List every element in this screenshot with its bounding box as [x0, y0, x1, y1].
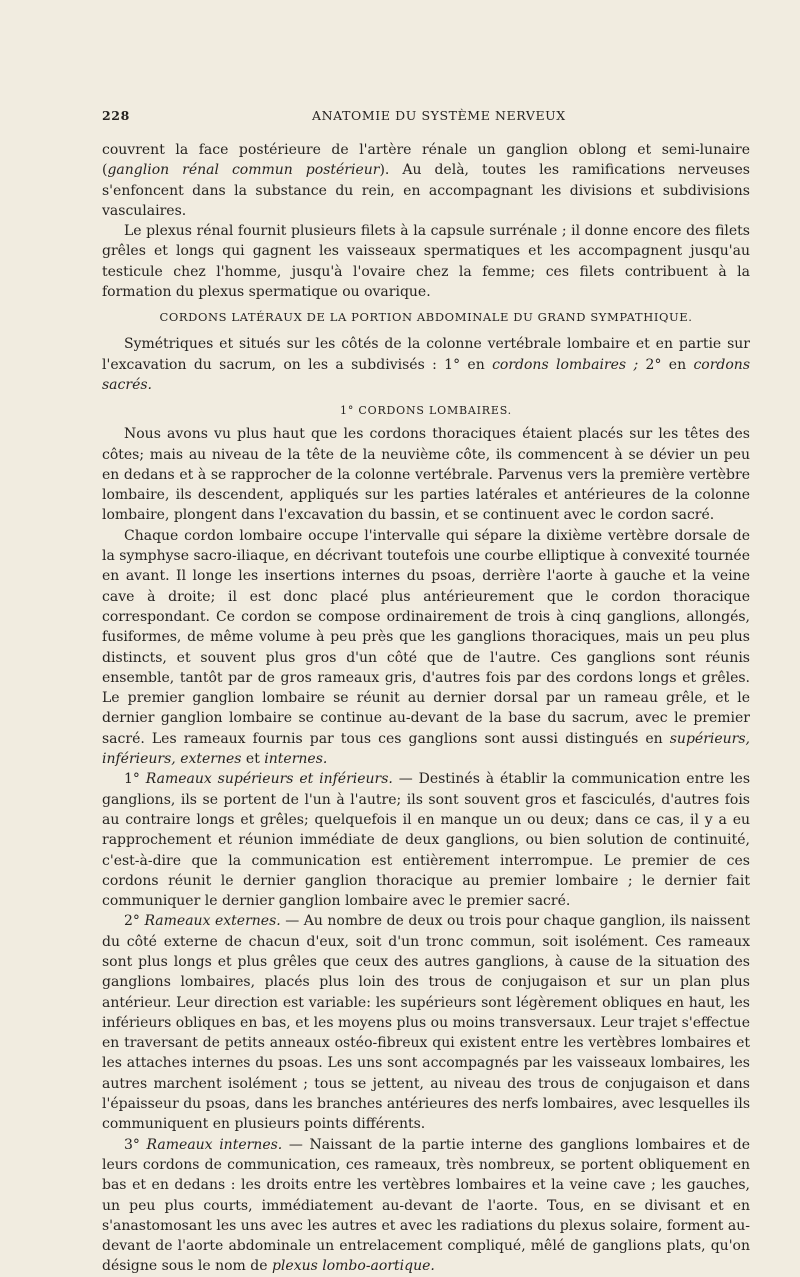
paragraph-3: Symétriques et situés sur les côtés de la colonne vertébrale lombaire et en partie sur l'excavation du sacrum, on les a subdivisés : 1° en cordons lombaires ; 2° en cordons sacrés.: [102, 336, 751, 393]
paragraph-1: couvrent la face postérieure de l'artère rénale un ganglion oblong et semi-lunaire (ganglion rénal commun postérieur). Au delà, toutes les ramifications nerveuses s'enfoncent dans la substance du rein, en accompagnant les divisions et subdivisions vasculaires.: [102, 142, 750, 219]
paragraph-2: Le plexus rénal fournit plusieurs filets à la capsule surrénale ; il donne encore des filets grêles et longs qui gagnent les vaisseaux spermatiques et les accompagnent jusqu'au testicule chez l'homme, jusqu'à l'ovaire chez la femme; ces filets contribuent à la formation du plexus spermatique ou ovarique.: [102, 223, 750, 301]
paragraph-5: Chaque cordon lombaire occupe l'intervalle qui sépare la dixième vertèbre dorsale de la symphyse sacro-iliaque, en décrivant toutefois une courbe elliptique à convexité tournée en avant. Il longe les insertions internes du psoas, derrière l'aorte à gauche et la veine cave à droite; il est donc placé plus antérieurement que le cordon thoracique correspondant. Ce cordon se compose ordinairement de trois à cinq ganglions, allongés, fusiformes, de même volume à peu près que les ganglions thoraciques, mais un peu plus distincts, et souvent plus gros d'un côté que de l'autre. Ces ganglions sont réunis ensemble, tantôt par de gros rameaux gris, d'autres fois par des cordons longs et grêles. Le premier ganglion lombaire se réunit au dernier dorsal par un rameau grêle, et le dernier ganglion lombaire se continue au-devant de la base du sacrum, avec le premier sacré. Les rameaux fournis par tous ces ganglions sont aussi distingués en supérieurs, inférieurs, externes et internes.: [102, 527, 750, 768]
paragraph-6: 1° Rameaux supérieurs et inférieurs. — Destinés à établir la communication entre les ganglions, ils se portent de l'un à l'autre; ils sont souvent gros et fasciculés, d'autres fois au contraire longs et grêles; quelquefois il en manque un ou deux; dans ce cas, il y a eu rapprochement et réunion immédiate de deux ganglions, ou bien solution de continuité, c'est-à-dire que la communication est entièrement interrompue. Le premier de ces cordons réunit le dernier ganglion thoracique au premier lombaire ; le dernier fait communiquer le dernier ganglion lombaire avec le premier sacré.: [102, 771, 751, 910]
paragraph-7: 2° Rameaux externes. — Au nombre de deux ou trois pour chaque ganglion, ils naissent du côté externe de chacun d'eux, soit d'un tronc commun, soit isolément. Ces rameaux sont plus longs et plus grêles que ceux des autres ganglions, à cause de la situation des ganglions lombaires, placés plus loin des trous de conjugaison et sur un plan plus antérieur. Leur direction est variable: les supérieurs sont légèrement obliques en haut, les inférieurs obliques en bas, et les moyens plus ou moins transversaux. Leur trajet s'effectue en traversant de petits anneaux ostéo-fibreux qui existent entre les vertèbres lombaires et les attaches internes du psoas. Les uns sont accompagnés par les vaisseaux lombaires, les autres marchent isolément ; tous se jettent, au niveau des trous de conjugaison et dans l'épaisseur du psoas, dans les branches antérieures des nerfs lombaires, avec lesquelles ils communiquent en plusieurs points différents.: [102, 913, 751, 1133]
paragraph-4: Nous avons vu plus haut que les cordons thoraciques étaient placés sur les têtes des côtes; mais au niveau de la tête de la neuvième côte, ils commencent à se dévier un peu en dedans et à se rapprocher de la colonne vertébrale. Parvenus vers la première vertèbre lombaire, ils descendent, appliqués sur les parties latérales et antérieures de la colonne lombaire, plongent dans l'excavation du bassin, et se continuent avec le cordon sacré.: [102, 426, 750, 524]
page-number: 228: [102, 108, 130, 123]
section-heading: CORDONS LATÉRAUX DE LA PORTION ABDOMINALE DU GRAND SYMPATHIQUE.: [159, 310, 693, 325]
running-header: [102, 108, 750, 128]
subsection-heading: 1° CORDONS LOMBAIRES.: [340, 404, 512, 418]
paragraph-8: 3° Rameaux internes. — Naissant de la partie interne des ganglions lombaires et de leurs cordons de communication, ces rameaux, très nombreux, se portent obliquement en bas et en dedans : les droits entre les vertèbres lombaires et la veine cave ; les gauches, un peu plus courts, immédiatement au-devant de l'aorte. Tous, en se divisant et en s'anastomosant les uns avec les autres et avec les radiations du plexus solaire, forment au-devant de l'aorte abdominale un entrelacement compliqué, mêlé de ganglions plats, qu'on désigne sous le nom de plexus lombo-aortique.: [102, 1136, 751, 1275]
running-title: ANATOMIE DU SYSTÈME NERVEUX: [312, 108, 566, 123]
